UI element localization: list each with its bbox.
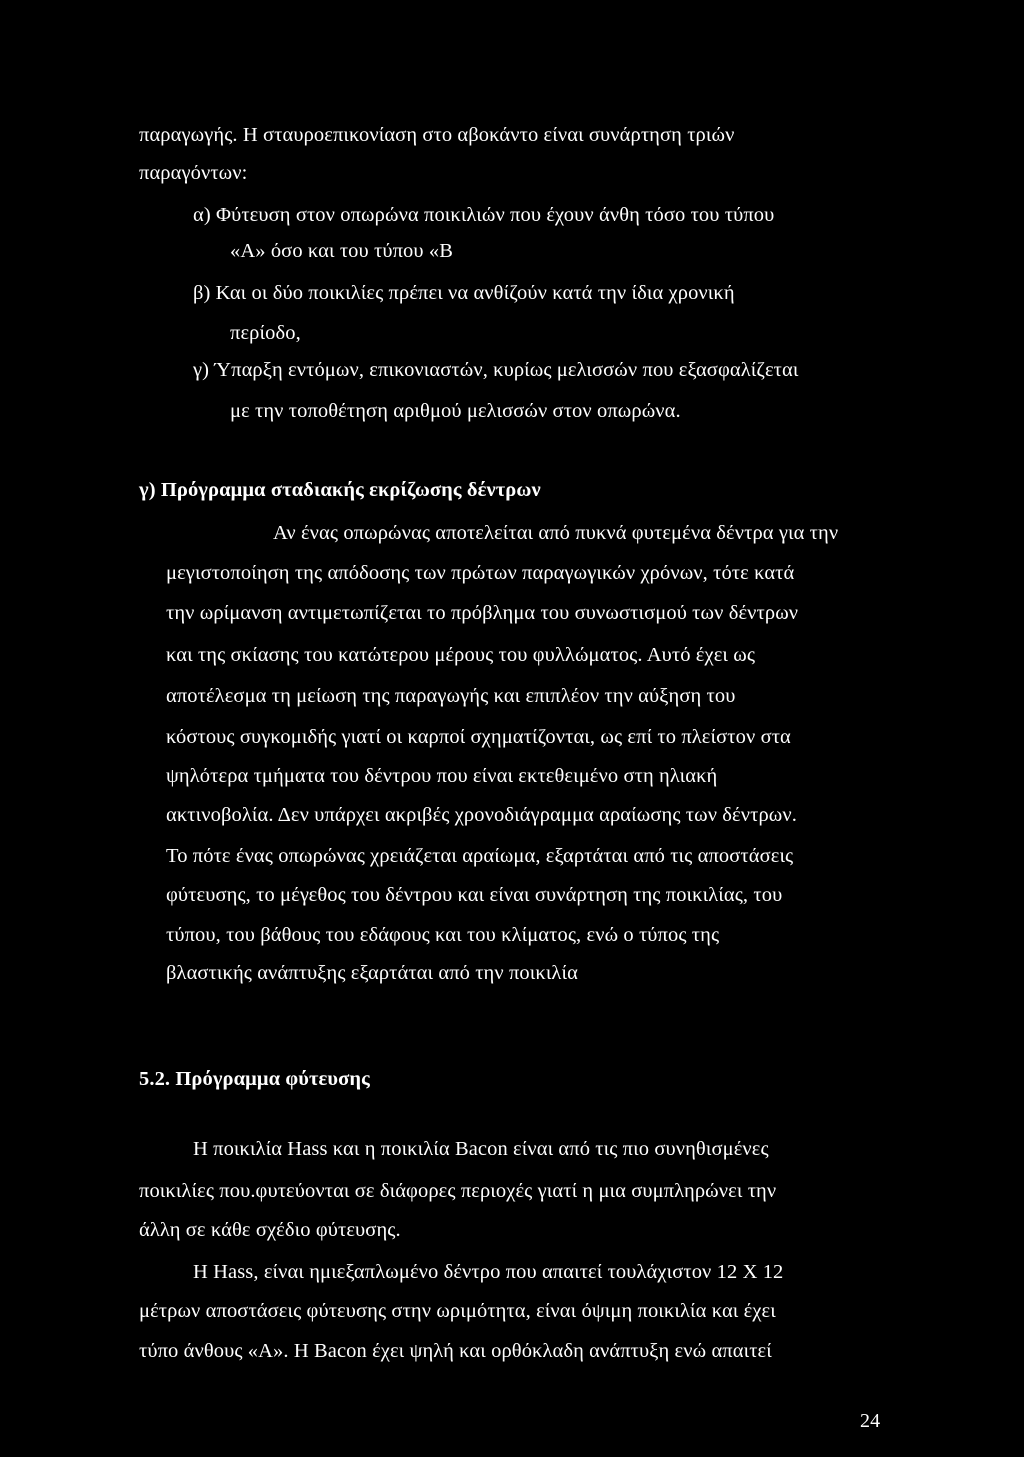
list-item-c-line-1: γ) Ύπαρξη εντόμων, επικονιαστών, κυρίως μελισσών που εξασφαλίζεται [193,359,799,381]
list-item-b-line-1: β) Και οι δύο ποικιλίες πρέπει να ανθίζούν κατά την ίδια χρονική [193,282,735,304]
thinning-line-12: βλαστικής ανάπτυξης εξαρτάται από την ποικιλία [166,962,578,984]
intro-line-2: παραγόντων: [139,162,248,184]
thinning-line-6: κόστους συγκομιδής γιατί οι καρποί σχηματίζονται, ως επί το πλείστον στα [166,726,791,748]
planting-line-3: άλλη σε κάθε σχέδιο φύτευσης. [139,1219,401,1241]
planting-line-5: μέτρων αποστάσεις φύτευσης στην ωριμότητα, είναι όψιμη ποικιλία και έχει [139,1300,776,1322]
thinning-line-3: την ωρίμανση αντιμετωπίζεται το πρόβλημα του συνωστισμού των δέντρων [166,602,799,624]
intro-line-1-text: παραγωγής. Η σταυροεπικονίαση στο αβοκάντο είναι συνάρτηση τριών [139,124,735,146]
thinning-line-9: Το πότε ένας οπωρώνας χρειάζεται αραίωμα, εξαρτάται από τις αποστάσεις [166,845,794,867]
thinning-line-1: Αν ένας οπωρώνας αποτελείται από πυκνά φυτεμένα δέντρα για την [273,522,839,544]
planting-line-2: ποικιλίες που.φυτεύονται σε διάφορες περιοχές γιατί η μια συμπληρώνει την [139,1180,777,1202]
thinning-line-10: φύτευσης, το μέγεθος του δέντρου και είναι συνάρτηση της ποικιλίας, του [166,884,783,906]
thinning-line-2: μεγιστοποίηση της απόδοσης των πρώτων παραγωγικών χρόνων, τότε κατά [166,562,795,584]
thinning-line-7: ψηλότερα τμήματα του δέντρου που είναι εκτεθειμένο στη ηλιακή [166,765,718,787]
list-item-a-line-1: α) Φύτευση στον οπωρώνα ποικιλιών που έχουν άνθη τόσο του τύπου [193,204,775,226]
list-item-a-line-2: «Α» όσο και του τύπου «Β [230,240,453,262]
list-item-c-line-2: με την τοποθέτηση αριθμού μελισσών στον οπωρώνα. [230,400,681,422]
section-heading-thinning: γ) Πρόγραμμα σταδιακής εκρίζωσης δέντρων [139,479,541,501]
thinning-line-8: ακτινοβολία. Δεν υπάρχει ακριβές χρονοδιάγραμμα αραίωσης των δέντρων. [166,804,797,826]
planting-line-1: Η ποικιλία Hass και η ποικιλία Bacon είναι από τις πιο συνηθισμένες [193,1138,769,1160]
thinning-line-11: τύπου, του βάθους του εδάφους και του κλίματος, ενώ ο τύπος της [166,924,720,946]
planting-line-6: τύπο άνθους «Α». Η Bacon έχει ψηλή και ορθόκλαδη ανάπτυξη ενώ απαιτεί [139,1340,772,1362]
planting-line-4: Η Hass, είναι ημιεξαπλωμένο δέντρο που απαιτεί τουλάχιστον 12 Χ 12 [193,1261,784,1283]
thinning-line-4: και της σκίασης του κατώτερου μέρους του φυλλώματος. Αυτό έχει ως [166,644,756,666]
page-number: 24 [860,1410,881,1432]
list-item-b-line-2: περίοδο, [230,322,301,344]
thinning-line-5: αποτέλεσμα τη μείωση της παραγωγής και επιπλέον την αύξηση του [166,685,736,707]
section-heading-planting: 5.2. Πρόγραμμα φύτευσης [139,1068,370,1090]
intro-line-1 [139,125,870,146]
